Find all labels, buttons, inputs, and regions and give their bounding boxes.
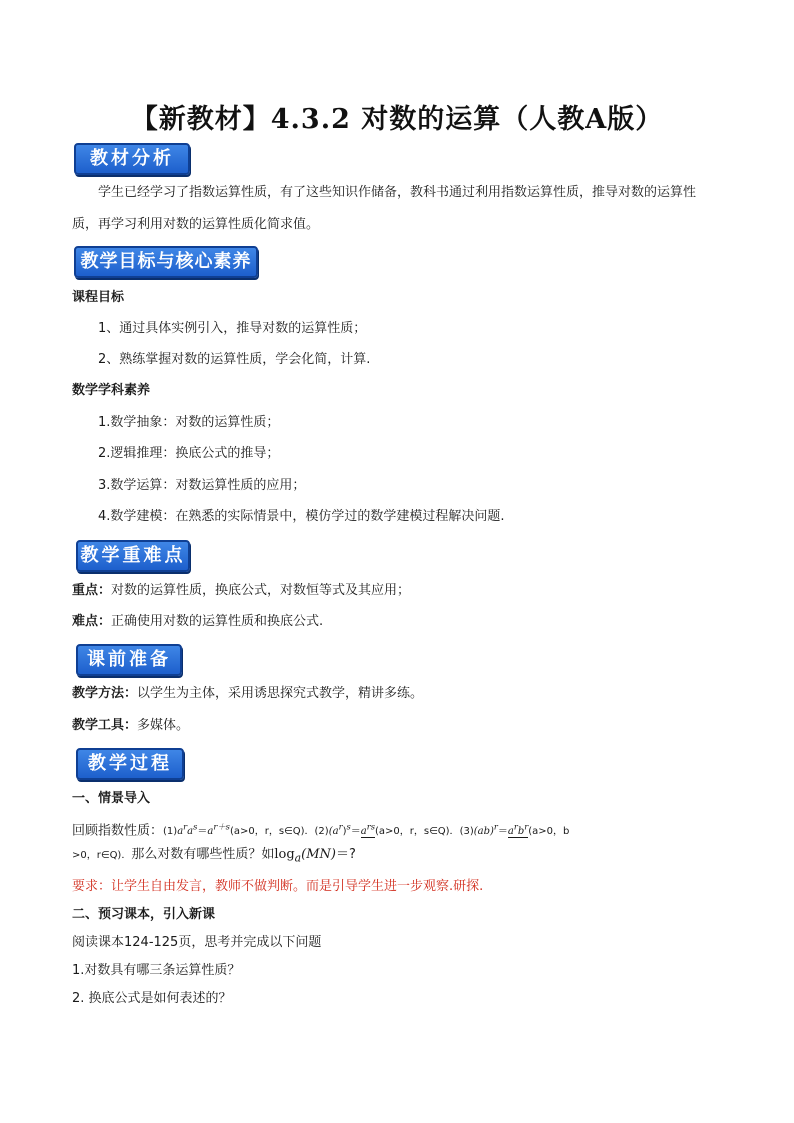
course-goals-heading: 课程目标 [72,290,125,305]
section-badge-preparation: 课前准备 [76,644,182,676]
section-badge-process: 教学过程 [76,748,184,780]
tools-text: 多媒体。 [137,718,190,733]
method-label: 教学方法： [72,686,138,701]
exponent-review-line [72,818,569,841]
difficulty-label: 难点： [72,614,112,629]
requirement-note: 要求：让学生自由发言，教师不做判断。而是引导学生进一步观察.研探. [72,879,484,894]
tools-line [72,717,189,735]
preview-question: 2. 换底公式是如何表述的？ [72,991,232,1006]
exponent-review-line-2: >0，r∈Q)．那么对数有哪些性质？如$\log_a(MN)=$? [72,847,356,865]
formula-1: $(1)a^ra^s=a^{r+s}(a>0$，r，s∈Q)． [163,822,315,838]
preview-question: 1.对数具有哪三条运算性质？ [72,963,241,978]
section-badge-key-points: 教学重难点 [76,540,190,572]
formula-2: $(2)(a^r)^s=a^{rs}(a>0$，r，s∈Q)． [314,822,460,838]
review-prefix: 回顾指数性质： [72,823,164,839]
method-line [72,685,423,703]
literacy-item: 1.数学抽象：对数的运算性质； [98,415,280,430]
log-expression: $\log_a(MN)$ [274,847,336,865]
analysis-paragraph: 学生已经学习了指数运算性质，有了这些知识作储备，教科书通过利用指数运算性质，推导对数的运算性质，再学习利用对数的运算性质化简求值。 [72,185,697,232]
difficulty-line [72,613,323,631]
formula-3: $(3)(ab)^r=a^rb^r(a>0$，b [459,822,570,838]
section-badge-goals: 教学目标与核心素养 [74,246,258,278]
section-badge-analysis: 教材分析 [74,143,190,175]
tools-label: 教学工具： [72,718,138,733]
log-question-tail: ＝? [335,847,356,862]
course-goal-item: 1、通过具体实例引入，推导对数的运算性质； [98,321,367,336]
literacy-item: 3.数学运算：对数运算性质的应用； [98,478,306,493]
focus-line [72,582,410,600]
difficulty-text: 正确使用对数的运算性质和换底公式. [111,614,324,629]
course-goal-item: 2、熟练掌握对数的运算性质，学会化简，计算. [98,352,371,367]
literacy-item: 2.逻辑推理：换底公式的推导； [98,446,280,461]
focus-label: 重点： [72,583,112,598]
literacy-item: 4.数学建模：在熟悉的实际情景中，模仿学过的数学建模过程解决问题. [98,509,505,524]
reading-instruction: 阅读课本124-125页，思考并完成以下问题 [72,935,322,950]
part2-heading: 二、预习课本，引入新课 [72,907,216,922]
part1-heading: 一、情景导入 [72,791,151,806]
log-question-text: 那么对数有哪些性质？如 [131,847,275,862]
literacy-heading: 数学学科素养 [72,383,151,398]
page-title: 【新教材】4.3.2 对数的运算（人教A版） [130,104,664,135]
focus-text: 对数的运算性质，换底公式，对数恒等式及其应用； [111,583,411,598]
method-text: 以学生为主体，采用诱思探究式教学，精讲多练。 [137,686,424,701]
